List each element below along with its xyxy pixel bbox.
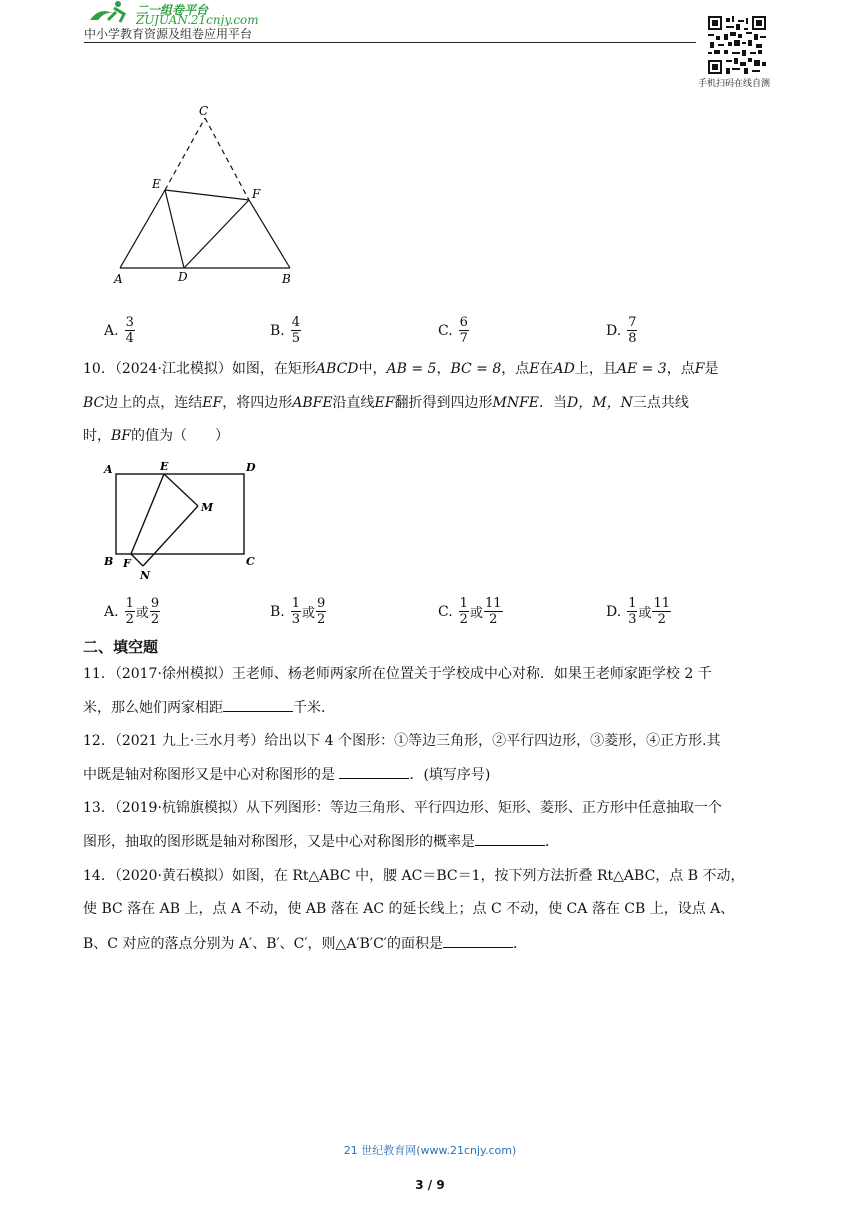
qr-caption: 手机扫码在线自测 <box>698 79 771 89</box>
fraction: $\frac{4}{5}$ <box>291 315 301 346</box>
label-c: C <box>246 555 255 568</box>
label-d: D <box>246 461 256 474</box>
site-logo <box>84 0 274 26</box>
figure-q9-triangle <box>110 100 310 290</box>
q14-line-3: B、C 对应的落点分别为 A′、B′、C′，则△A′B′C′的面积是 ． <box>83 933 527 954</box>
q10-line-1: 10．（2024·江北模拟）如图，在矩形ABCD中，AB = 5，BC = 8，点E在AD上，且AE = 3，点F是 <box>83 361 719 377</box>
segment-ec-dashed <box>165 118 205 190</box>
q14-line-2: 使 BC 落在 AB 上，点 A 不动，使 AB 落在 AC 的延长线上；点 C 不动，使 CA 落在 CB 上，设点 A、 <box>83 901 735 917</box>
q10-option-a[interactable]: A. $\frac{1}{2}$ 或 $\frac{9}{2}$ <box>104 596 160 627</box>
header-subtitle: 中小学教育资源及组卷应用平台 <box>84 27 253 41</box>
label-c: C <box>199 104 209 118</box>
segment-mn <box>143 506 198 566</box>
q12-answer-blank[interactable] <box>339 764 409 779</box>
logo-text: 二一组卷平台 <box>136 3 209 17</box>
label-a: A <box>114 272 123 286</box>
segment-ed <box>165 190 184 268</box>
q14-answer-blank[interactable] <box>443 933 513 948</box>
segment-nf <box>131 554 143 566</box>
label-b: B <box>104 555 114 568</box>
q13-line-1: 13．（2019·杭锦旗模拟）从下列图形：等边三角形、平行四边形、矩形、菱形、正方形中任意抽取一个 <box>83 800 722 816</box>
q11-line-1: 11．（2017·徐州模拟）王老师、杨老师两家所在位置关于学校成中心对称．如果王老师家距学校 2 千 <box>83 666 712 682</box>
segment-fb <box>249 200 290 268</box>
label-m: M <box>201 501 214 514</box>
figure-q10-rectangle <box>100 458 262 584</box>
section-title-fill-in: 二、填空题 <box>83 638 159 656</box>
fraction: $\frac{3}{4}$ <box>125 315 134 346</box>
q11-line-2: 米，那么她们两家相距 千米． <box>83 697 335 718</box>
segment-em <box>164 474 198 506</box>
q9-option-d[interactable]: D. $\frac{7}{8}$ <box>606 315 637 346</box>
label-a: A <box>104 463 113 476</box>
q10-line-2: BC边上的点，连结EF，将四边形ABFE沿直线EF翻折得到四边形MNFE．当D，M，N三点共线 <box>83 395 689 411</box>
q14-line-1: 14．（2020·黄石模拟）如图，在 Rt△ABC 中，腰 AC＝BC＝1，按下列方法折叠 Rt△ABC，点 B 不动， <box>83 868 745 884</box>
segment-cf-dashed <box>205 118 249 200</box>
label-f: F <box>123 557 131 570</box>
q11-answer-blank[interactable] <box>223 697 293 712</box>
q13-line-2: 图形，抽取的图形既是轴对称图形，又是中心对称图形的概率是 ． <box>83 831 559 852</box>
segment-ef <box>131 474 164 554</box>
label-b: B <box>282 272 291 286</box>
logo-domain: ZUJUAN.21cnjy.com <box>136 13 259 26</box>
label-n: N <box>140 569 151 582</box>
runner-logo-icon <box>90 1 124 22</box>
segment-ae <box>120 190 165 268</box>
label-d: D <box>178 270 188 284</box>
q10-option-d[interactable]: D. $\frac{1}{3}$ 或 $\frac{11}{2}$ <box>606 596 671 627</box>
label-e: E <box>160 460 169 473</box>
footer-site-link[interactable]: 21 世纪教育网(www.21cnjy.com) <box>343 1144 517 1157</box>
header-divider <box>84 42 696 43</box>
q12-line-1: 12．（2021 九上·三水月考）给出以下 4 个图形：①等边三角形，②平行四边形，③菱形，④正方形.其 <box>83 733 721 749</box>
label-e: E <box>152 177 161 191</box>
q9-option-b[interactable]: B. $\frac{4}{5}$ <box>270 315 301 346</box>
q10-line-3: 时，BF的值为（ ） <box>83 428 230 444</box>
qr-code-icon[interactable] <box>708 16 766 74</box>
q9-option-a[interactable]: A. $\frac{3}{4}$ <box>104 315 134 346</box>
q9-option-c[interactable]: C. $\frac{6}{7}$ <box>438 315 468 346</box>
fraction: $\frac{7}{8}$ <box>628 315 637 346</box>
q13-answer-blank[interactable] <box>475 831 545 846</box>
segment-df <box>184 200 249 268</box>
q10-option-c[interactable]: C. $\frac{1}{2}$ 或 $\frac{11}{2}$ <box>438 596 502 627</box>
page-number: 3 / 9 <box>415 1178 445 1192</box>
label-f: F <box>252 187 261 201</box>
q10-option-b[interactable]: B. $\frac{1}{3}$ 或 $\frac{9}{2}$ <box>270 596 326 627</box>
segment-ef <box>165 190 249 200</box>
fraction: $\frac{6}{7}$ <box>459 315 468 346</box>
q12-line-2: 中既是轴对称图形又是中心对称图形的是 ．(填写序号) <box>83 764 490 785</box>
